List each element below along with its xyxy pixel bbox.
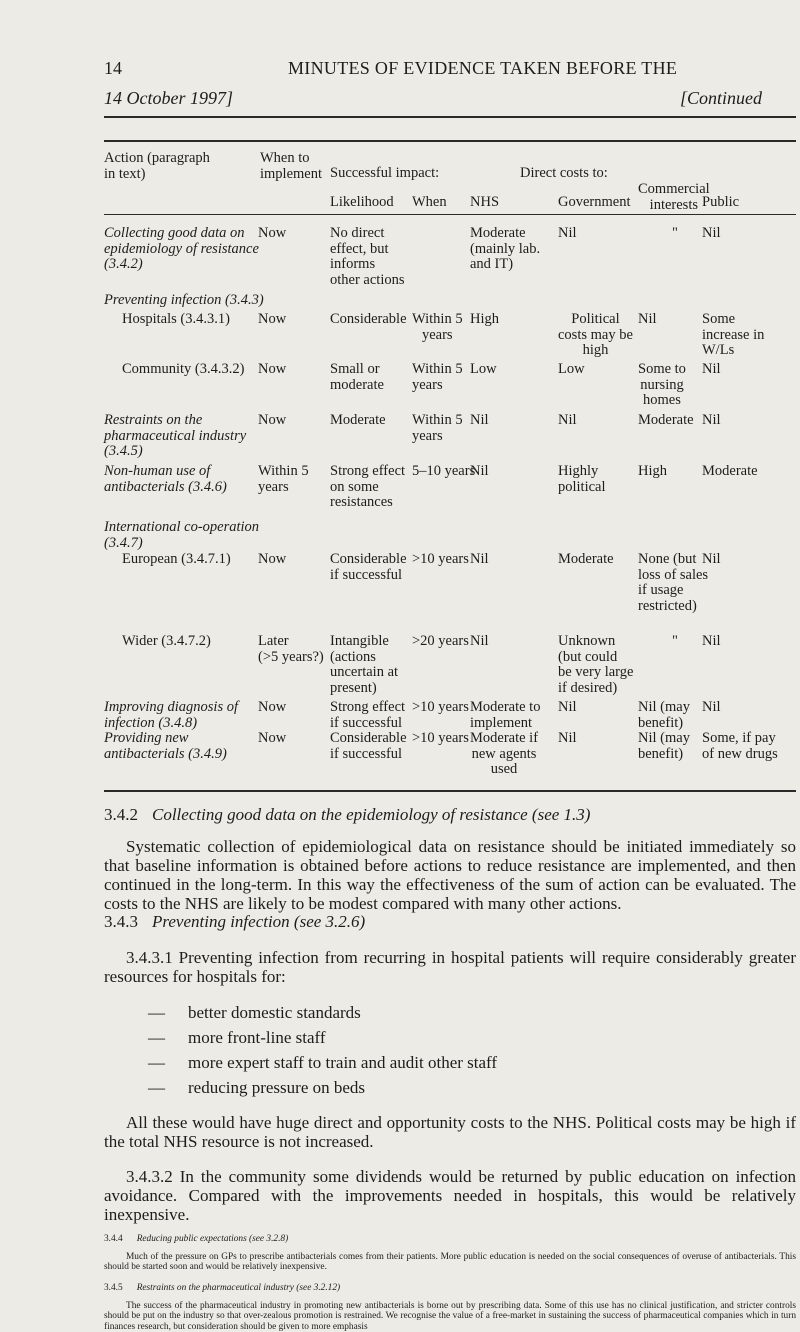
row-government: Highly political <box>558 463 606 495</box>
row-commercial: Nil <box>638 311 657 327</box>
row-when-implement: Now <box>258 412 287 428</box>
paragraph-public-expectations: Much of the pressure on GPs to prescribe antibacterials comes from their patients. More public education is needed on the social consequences of overuse of antibacterials. This should be started soon and would be relatively inexpensive. <box>104 1252 796 1273</box>
col-header-when: When <box>412 194 447 210</box>
row-when: 5–10 years <box>412 463 476 479</box>
row-commercial: None (but loss of sales if usage restricted) <box>638 551 709 614</box>
group-label-international: International co-operation (3.4.7) <box>104 519 260 551</box>
page-number: 14 <box>104 58 122 78</box>
row-nhs: Nil <box>470 551 489 567</box>
row-commercial: " <box>672 225 678 241</box>
row-likelihood: Considerable if successful <box>330 551 407 583</box>
table-top-rule <box>104 140 796 142</box>
date-line: 14 October 1997] <box>104 88 233 108</box>
row-action: Restraints on the pharmaceutical industry (3.4.5) <box>104 412 247 459</box>
paragraph-baseline-data: Systematic collection of epidemiological data on resistance should be initiated immediately so that baseline information is obtained before actions to reduce resistance are implemented, and then continued in the long-term. In this way the effectiveness of the sum of action can be evaluated. The costs to the NHS are likely to be modest compared with many other actions. <box>104 837 796 913</box>
row-when-implement: Now <box>258 551 287 567</box>
row-likelihood: Small or moderate <box>330 361 384 393</box>
row-public: Nil <box>702 361 721 377</box>
row-nhs: Nil <box>470 412 489 428</box>
paragraph-hospitals: 3.4.3.1 Preventing infection from recurring in hospital patients will require considerably greater resources for hospitals for: <box>104 948 796 986</box>
running-title: MINUTES OF EVIDENCE TAKEN BEFORE THE <box>288 58 678 78</box>
row-nhs: Low <box>470 361 497 377</box>
list-item: — better domestic standards <box>148 1003 361 1022</box>
list-item: — more expert staff to train and audit other staff <box>148 1053 498 1072</box>
paragraph-direct-costs: All these would have huge direct and opportunity costs to the NHS. Political costs may be high if the total NHS resource is not increased. <box>104 1113 796 1151</box>
row-nhs: Moderate if new agents used <box>470 730 539 777</box>
row-likelihood: Considerable <box>330 311 407 327</box>
row-commercial: Nil (may benefit) <box>638 699 690 731</box>
row-action: Improving diagnosis of infection (3.4.8) <box>104 699 238 731</box>
row-action: European (3.4.7.1) <box>122 551 231 567</box>
section-title: Preventing infection (see 3.2.6) <box>152 912 366 931</box>
section-number: 3.4.4 <box>104 1234 123 1244</box>
row-public: Nil <box>702 633 721 649</box>
row-public: Some increase in W/Ls <box>702 311 765 358</box>
col-header-action: Action (paragraph in text) <box>104 150 210 182</box>
list-item: — more front-line staff <box>148 1028 326 1047</box>
row-public: Moderate <box>702 463 758 479</box>
row-action: Wider (3.4.7.2) <box>122 633 211 649</box>
col-header-public: Public <box>702 194 740 210</box>
section-title: Collecting good data on the epidemiology of resistance (see 1.3) <box>152 805 591 824</box>
row-likelihood: Moderate <box>330 412 386 428</box>
row-public: Nil <box>702 551 721 567</box>
row-nhs: High <box>470 311 499 327</box>
row-when-implement: Within 5 years <box>258 463 309 495</box>
section-number: 3.4.3 <box>104 912 138 931</box>
row-when-implement: Now <box>258 699 287 715</box>
row-when: Within 5 years <box>412 412 463 444</box>
col-header-successful-impact: Successful impact: <box>330 165 440 181</box>
row-public: Nil <box>702 412 721 428</box>
row-public: Nil <box>702 699 721 715</box>
row-when: Within 5 years <box>412 361 463 393</box>
row-nhs: Nil <box>470 463 489 479</box>
col-header-when-implement: When to implement <box>260 150 323 182</box>
col-header-government: Government <box>558 194 631 210</box>
row-nhs: Moderate to implement <box>470 699 541 731</box>
row-likelihood: Strong effect on some resistances <box>330 463 406 510</box>
row-government: Nil <box>558 412 577 428</box>
row-commercial: Some to nursing homes <box>638 361 686 408</box>
row-action: Providing new antibacterials (3.4.9) <box>104 730 227 762</box>
row-action: Community (3.4.3.2) <box>122 361 245 377</box>
row-when: >10 years <box>412 730 469 746</box>
row-when-implement: Now <box>258 225 287 241</box>
row-when: >10 years <box>412 699 469 715</box>
row-when-implement: Now <box>258 311 287 327</box>
row-when-implement: Later (>5 years?) <box>258 633 324 665</box>
section-heading-3-4-5 <box>104 1283 340 1293</box>
row-likelihood: Intangible (actions uncertain at present) <box>330 633 399 696</box>
row-government: Low <box>558 361 585 377</box>
row-commercial: High <box>638 463 667 479</box>
row-likelihood: Considerable if successful <box>330 730 407 762</box>
table-bottom-rule <box>104 790 796 792</box>
row-action: Non-human use of antibacterials (3.4.6) <box>104 463 227 495</box>
row-when: Within 5 years <box>412 311 463 343</box>
row-government: Nil <box>558 699 577 715</box>
row-when: >20 years <box>412 633 469 649</box>
group-label-preventing-infection: Preventing infection (3.4.3) <box>104 292 264 308</box>
row-commercial: Moderate <box>638 412 694 428</box>
section-heading-3-4-4 <box>104 1234 288 1244</box>
col-header-nhs: NHS <box>470 194 500 210</box>
list-item: — reducing pressure on beds <box>148 1078 366 1097</box>
row-government: Political costs may be high <box>558 311 633 358</box>
row-government: Nil <box>558 225 577 241</box>
section-title: Restraints on the pharmaceutical industry (see 3.2.12) <box>136 1283 341 1293</box>
row-likelihood: No direct effect, but informs other actions <box>330 225 405 288</box>
section-title: Reducing public expectations (see 3.2.8) <box>136 1234 289 1244</box>
row-likelihood: Strong effect if successful <box>330 699 406 731</box>
row-public: Nil <box>702 225 721 241</box>
header-rule <box>104 116 796 118</box>
row-action: Collecting good data on epidemiology of resistance (3.4.2) <box>104 225 259 272</box>
row-action: Hospitals (3.4.3.1) <box>122 311 230 327</box>
col-header-likelihood: Likelihood <box>330 194 394 210</box>
row-public: Some, if pay of new drugs <box>702 730 778 762</box>
row-commercial: " <box>672 633 678 649</box>
section-heading-3-4-3 <box>104 912 365 932</box>
row-commercial: Nil (may benefit) <box>638 730 690 762</box>
row-nhs: Nil <box>470 633 489 649</box>
table-header-rule <box>104 214 796 215</box>
continued-label: [Continued <box>680 88 763 108</box>
row-government: Unknown (but could be very large if desired) <box>558 633 634 696</box>
section-number: 3.4.5 <box>104 1283 123 1293</box>
row-government: Nil <box>558 730 577 746</box>
paragraph-pharma-restraints: The success of the pharmaceutical industry in promoting new antibacterials is borne out by prescribing data. Some of this use has no clinical justification, and stricter controls should be put on the industry so that over-zealous promotion is restrained. We recognise the value of a free-market in sustaining the success of pharmaceutical companies which in turn finances research, but consideration should be given to more emphasis <box>104 1301 796 1332</box>
section-number: 3.4.2 <box>104 805 138 824</box>
row-when-implement: Now <box>258 361 287 377</box>
row-nhs: Moderate (mainly lab. and IT) <box>470 225 541 272</box>
paragraph-community: 3.4.3.2 In the community some dividends would be returned by public education on infection avoidance. Compared with the improvements needed in hospitals, this would be relatively inexpensive. <box>104 1167 796 1224</box>
row-government: Moderate <box>558 551 614 567</box>
col-header-direct-costs: Direct costs to: <box>520 165 608 181</box>
row-when-implement: Now <box>258 730 287 746</box>
section-heading-3-4-2 <box>104 805 590 825</box>
col-header-commercial: Commercial interests <box>638 181 710 213</box>
row-when: >10 years <box>412 551 469 567</box>
